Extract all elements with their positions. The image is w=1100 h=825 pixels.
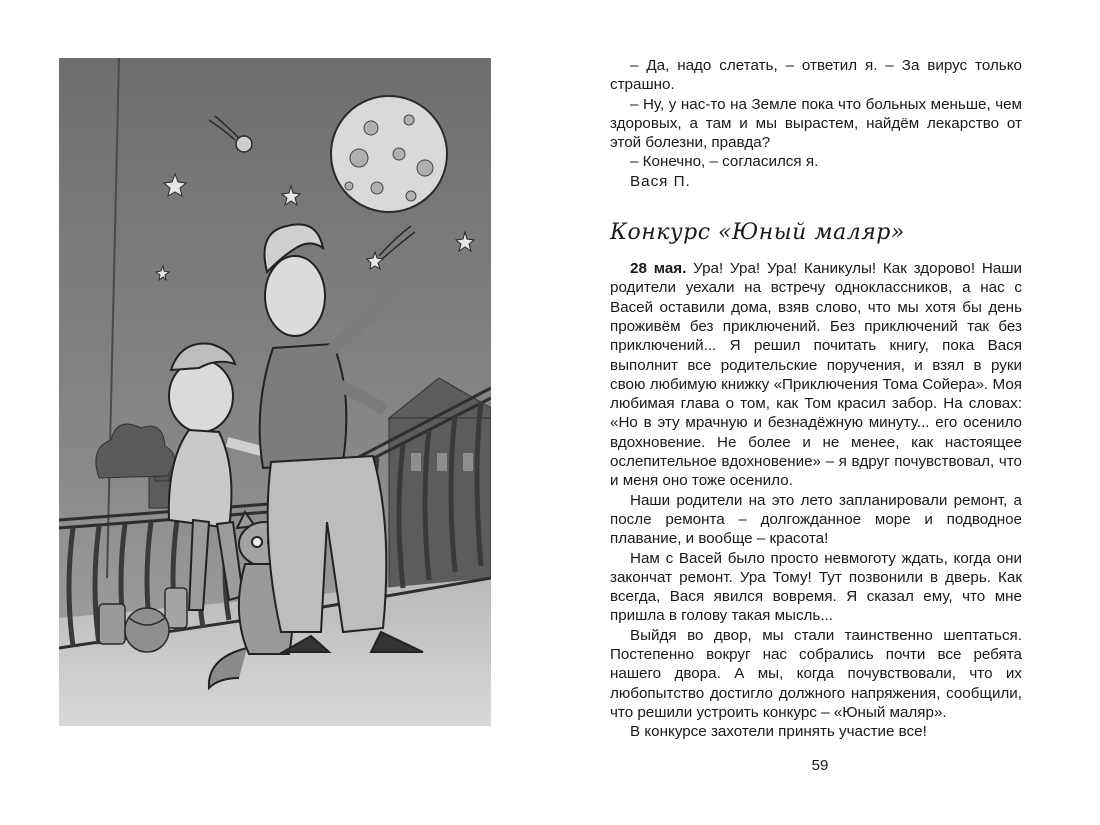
moon-icon xyxy=(331,96,447,212)
page-number: 59 xyxy=(811,757,829,774)
entry-date: 28 мая. xyxy=(630,260,687,278)
paragraph: Наши родители на это лето запланировали ремонт, а после ремонта – долгожданное море и подводное плавание, и вообще – красота! xyxy=(610,491,1022,548)
paragraph xyxy=(610,259,1022,491)
paragraph: В конкурсе захотели принять участие все! xyxy=(630,723,927,741)
paragraph: Нам с Васей было просто невмоготу ждать, когда они закончат ремонт. Ура Тому! Тут позвонили в дверь. Как всегда, Вася явился вовремя. Я сказал ему, что мне пришла в голову такая мысль... xyxy=(610,549,1022,625)
illustration xyxy=(59,58,491,726)
dialogue-line: – Да, надо слетать, – ответил я. – За вирус только страшно. xyxy=(610,57,1022,94)
balcony-night-scene xyxy=(59,58,491,726)
text-column xyxy=(610,56,1022,742)
section-heading: Конкурс «Юный маляр» xyxy=(610,220,905,246)
dialogue-line: – Конечно, – согласился я. xyxy=(630,153,819,171)
paragraph-text: Ура! Ура! Ура! Каникулы! Как здорово! Наши родители уехали на встречу одноклассников, а нас с Васей оставили дома, взяв слово, что мы хотя бы день проживём без приключений. Без приключений так без приключений... Я решил почитать книгу, пока Вася выполнит все родительские поручения, и взял в руки свою любимую книжку «Приключения Тома Сойера». Моя любимая глава о том, как Том красил забор. На словах: «Но в эту мрачную и безнадёжную минуту... его осенило вдохновение. Не более и не менее, как настоящее ослепительное вдохновение» – я вдруг почувствовал, что и меня оно тоже осенило. xyxy=(610,260,1022,490)
dialogue-line: – Ну, у нас-то на Земле пока что больных меньше, чем здоровых, а там и мы вырастем, найдём лекарство от этой болезни, правда? xyxy=(610,95,1022,152)
paragraph: Выйдя во двор, мы стали таинственно шептаться. Постепенно вокруг нас собрались почти все ребята нашего двора. А мы, когда почувствовали, что их любопытство достигло должного напряжения, сообщили, что решили устроить конкурс – «Юный маляр». xyxy=(610,626,1022,721)
signature: Вася П. xyxy=(630,172,691,190)
